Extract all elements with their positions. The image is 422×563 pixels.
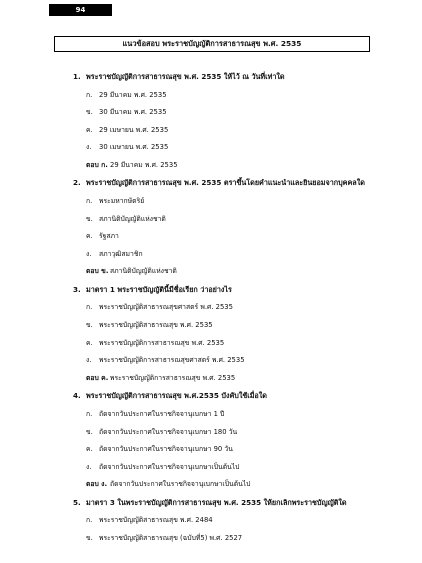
option-letter: ข. — [86, 108, 93, 117]
option-letter: ค. — [86, 125, 93, 134]
answer-option — [0, 213, 422, 231]
question-item — [0, 176, 422, 282]
option-text: ถัดจากวันประกาศในราชกิจจานุเบกษา 90 วัน — [99, 445, 233, 454]
question-title — [0, 389, 422, 408]
answer-option — [0, 337, 422, 355]
question-number: 1. — [73, 72, 81, 81]
answer-option — [0, 408, 422, 426]
option-text: ถัดจากวันประกาศในราชกิจจานุเบกษา 180 วัน — [99, 427, 238, 436]
answer-option — [0, 514, 422, 532]
question-number: 2. — [73, 178, 81, 188]
answer-option — [0, 106, 422, 124]
option-letter: ข. — [86, 427, 93, 436]
question-title — [0, 176, 422, 195]
option-text: พระราชบัญญัติสาธารณสุขศาสตร์ พ.ศ. 2535 — [99, 303, 233, 312]
question-number: 4. — [73, 391, 81, 401]
answer-label: ตอบ ก. — [86, 160, 108, 169]
option-letter: ข. — [86, 533, 93, 542]
option-letter: ก. — [86, 303, 93, 312]
answer-option — [0, 248, 422, 266]
answer-label: ตอบ ค. — [86, 373, 109, 382]
option-text: สภานิติบัญญัติแห่งชาติ — [99, 214, 166, 223]
answer-option — [0, 319, 422, 337]
option-letter: ค. — [86, 445, 93, 454]
answer-option — [0, 532, 422, 550]
option-letter: ง. — [86, 143, 92, 152]
question-list — [0, 70, 422, 550]
question-number: 5. — [73, 497, 81, 507]
option-text: 30 เมษายน พ.ศ. 2535 — [99, 143, 169, 152]
answer-option — [0, 141, 422, 159]
question-title — [0, 496, 422, 515]
answer-label: ตอบ ข. — [86, 267, 109, 276]
option-text: 30 มีนาคม พ.ศ. 2535 — [99, 108, 167, 117]
option-text: พระราชบัญญัติสาธารณสุข (ฉบับที่5) พ.ศ. 2527 — [99, 533, 243, 542]
question-text: พระราชบัญญัติการสาธารณสุข พ.ศ.2535 บังคับใช้เมื่อใด — [86, 391, 267, 401]
answer-text: พระราชบัญญัติการสาธารณสุข พ.ศ. 2535 — [110, 373, 236, 382]
option-letter: ค. — [86, 232, 93, 241]
answer-text: 29 มีนาคม พ.ศ. 2535 — [110, 160, 178, 169]
answer-text: สภานิติบัญญัติแห่งชาติ — [110, 267, 177, 276]
option-letter: ข. — [86, 214, 93, 223]
answer-line — [0, 372, 422, 390]
option-letter: ก. — [86, 409, 93, 418]
question-text: มาตรา 1 พระราชบัญญัตินี้มีชื่อเรียก ว่าอย่างไร — [86, 284, 232, 294]
answer-option — [0, 89, 422, 107]
question-text: มาตรา 3 ในพระราชบัญญัติการสาธารณสุข พ.ศ. 2535 ให้ยกเลิกพระราชบัญญัติใด — [86, 497, 347, 507]
option-letter: ง. — [86, 356, 92, 365]
option-letter: ง. — [86, 462, 92, 471]
question-item — [0, 283, 422, 389]
answer-line — [0, 159, 422, 177]
option-text: พระราชบัญญัติสาธารณสุข พ.ศ. 2484 — [99, 516, 213, 525]
option-text: 29 เมษายน พ.ศ. 2535 — [99, 125, 169, 134]
answer-option — [0, 124, 422, 142]
answer-option — [0, 426, 422, 444]
answer-line — [0, 265, 422, 283]
option-text: ถัดจากวันประกาศในราชกิจจานุเบกษา 1 ปี — [99, 409, 225, 418]
answer-text: ถัดจากวันประกาศในราชกิจจานุเบกษาเป็นต้นไป — [110, 480, 251, 489]
page-title: แนวข้อสอบ พระราชบัญญัติการสาธารณสุข พ.ศ. 2535 — [54, 36, 370, 52]
question-title — [0, 70, 422, 89]
option-letter: ก. — [86, 196, 93, 205]
option-letter: ค. — [86, 338, 93, 347]
option-text: ถัดจากวันประกาศในราชกิจจานุเบกษาเป็นต้นไป — [99, 462, 240, 471]
option-text: พระราชบัญญัติสาธารณสุข พ.ศ. 2535 — [99, 321, 213, 330]
option-text: สภาวุฒิสมาชิก — [99, 249, 143, 258]
option-letter: ข. — [86, 321, 93, 330]
question-text: พระราชบัญญัติการสาธารณสุข พ.ศ. 2535 ให้ไว้ ณ วันที่เท่าใด — [86, 72, 285, 81]
question-number: 3. — [73, 284, 81, 294]
question-item — [0, 389, 422, 495]
answer-option — [0, 461, 422, 479]
answer-option — [0, 443, 422, 461]
option-text: พระราชบัญญัติการสาธารณสุข พ.ศ. 2535 — [99, 338, 225, 347]
answer-option — [0, 354, 422, 372]
option-text: รัฐสภา — [99, 232, 119, 241]
answer-option — [0, 195, 422, 213]
answer-option — [0, 230, 422, 248]
page-number: 94 — [49, 4, 112, 16]
option-letter: ง. — [86, 249, 92, 258]
question-item — [0, 496, 422, 550]
question-title — [0, 283, 422, 302]
question-text: พระราชบัญญัติการสาธารณสุข พ.ศ. 2535 ตราขึ้นโดยคำแนะนำและยินยอมจากบุคคลใด — [86, 178, 365, 188]
option-letter: ก. — [86, 90, 93, 99]
answer-label: ตอบ ง. — [86, 480, 108, 489]
option-text: พระราชบัญญัติการสาธารณสุขศาสตร์ พ.ศ. 2535 — [99, 356, 245, 365]
answer-line — [0, 478, 422, 496]
option-text: 29 มีนาคม พ.ศ. 2535 — [99, 90, 167, 99]
option-text: พระมหากษัตริย์ — [99, 196, 145, 205]
question-item — [0, 70, 422, 176]
answer-option — [0, 301, 422, 319]
option-letter: ก. — [86, 516, 93, 525]
